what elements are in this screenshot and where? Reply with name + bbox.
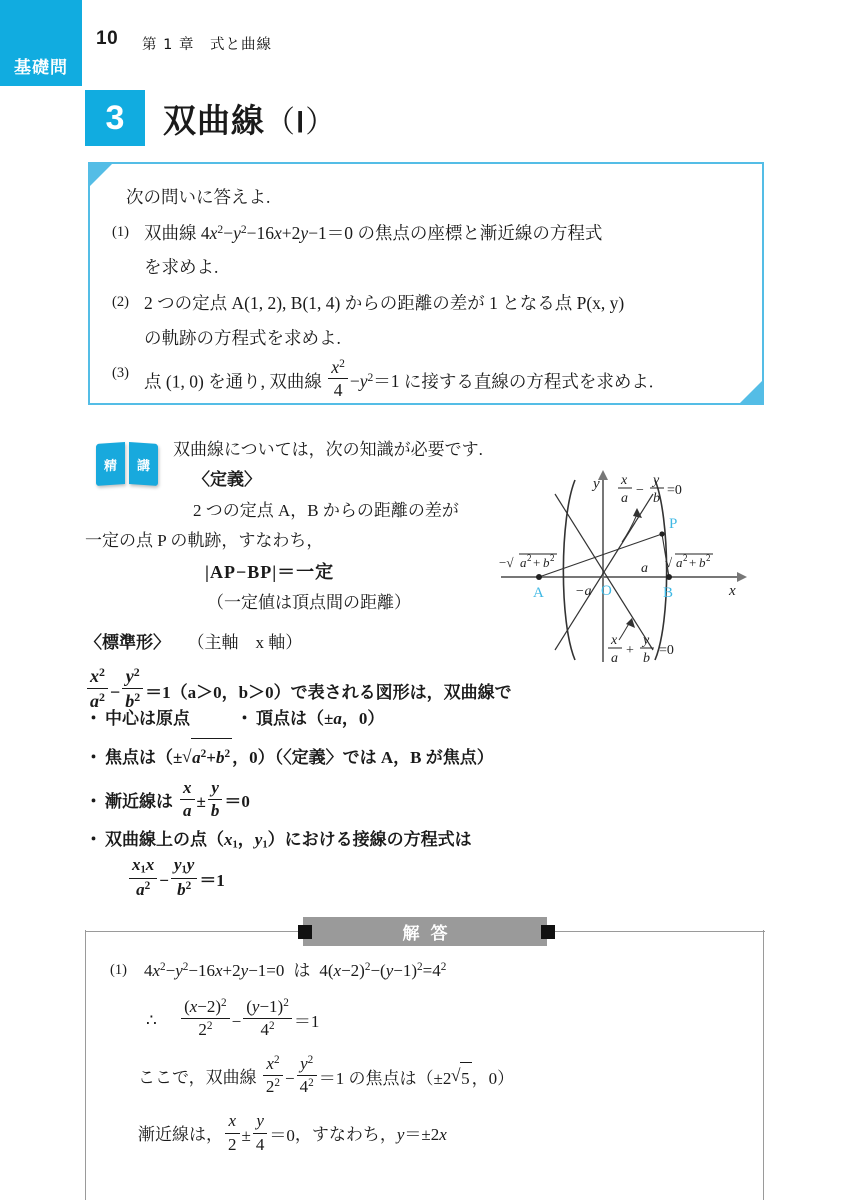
svg-text:2: 2	[683, 553, 688, 563]
property-tangent	[85, 821, 645, 859]
property-focus-label: 焦点は（± √ $a^2+b^2$ ，0）（〈定義〉では A，B が焦点）	[105, 748, 494, 767]
title-paren-close: ）	[305, 105, 337, 140]
answer-item-1-text: $4x^2-y^2-16x+2y-1=0$ は $4(x-2)^2-(y-1)^2=4^2$	[144, 961, 447, 980]
p2-line1: 2 つの定点 A(1, 2), B(1, 4) からの距離の差が 1 となる点 P(x, y)	[144, 293, 625, 314]
definition-line-2: 一定の点 P の軌跡，すなわち，	[85, 530, 324, 550]
answer-band-line-right	[537, 931, 765, 932]
bullet-dot-icon-3: ・	[85, 748, 102, 768]
title-roman-numeral: Ⅰ	[296, 108, 306, 139]
definition-formula: |AP−BP|＝一定	[205, 562, 335, 582]
answer-item-4-pre: 漸近線は，	[138, 1125, 223, 1145]
p1-equation: $4x^2-y^2-16x+2y-1=0$	[200, 223, 354, 244]
svg-text:+: +	[626, 643, 634, 658]
svg-text:a: a	[611, 651, 618, 666]
bullet-dot-icon: ・	[85, 709, 102, 728]
standard-form-heading: 〈標準形〉	[85, 633, 170, 652]
property-center-label: 中心は原点	[105, 709, 190, 728]
page-number: 10	[96, 28, 119, 49]
problem-item-3	[112, 357, 752, 401]
hyperbola-diagram	[497, 462, 753, 667]
answer-band-label: 解答	[402, 924, 459, 944]
p1-line2: を求めよ.	[144, 257, 219, 278]
diagram-asymptote-top-equation	[618, 473, 682, 506]
svg-text:a: a	[621, 491, 628, 506]
page-title	[163, 95, 336, 142]
p2-line2: の軌跡の方程式を求めよ.	[144, 327, 341, 348]
answer-item-4	[138, 1111, 750, 1154]
diagram-left-focus-label	[499, 553, 557, 570]
svg-text:=0: =0	[659, 643, 674, 658]
diagram-point-A-label: A	[533, 585, 544, 601]
problem-lead: 次の問いに答えよ.	[126, 187, 271, 207]
problem-item-1	[112, 216, 752, 284]
definition-line-1: 2 つの定点 A，B からの距離の差が	[193, 500, 459, 520]
diagram-origin-label: O	[601, 583, 612, 599]
svg-text:−√: −√	[499, 555, 514, 570]
property-center	[85, 700, 645, 738]
answer-item-4-post: ，すなわち，y＝±2x	[294, 1125, 447, 1145]
answer-body	[110, 955, 750, 1155]
diagram-x-label: x	[729, 583, 736, 599]
p1-post: の焦点の座標と漸近線の方程式	[353, 223, 603, 244]
diagram-minus-a-label: −a	[575, 584, 592, 599]
property-focus	[85, 738, 645, 777]
p3-pre: 点 (1, 0) を通り, 双曲線	[144, 371, 327, 392]
explanation-body	[85, 435, 515, 618]
answer-item-1-mark: (1)	[110, 962, 127, 978]
svg-text:y: y	[643, 633, 650, 648]
p3-post: に接する直線の方程式を求めよ.	[399, 371, 654, 392]
answer-frame-left-border	[85, 930, 86, 1200]
hyperbola-right-branch	[655, 480, 667, 660]
diagram-a-label: a	[641, 561, 648, 576]
title-paren-open: （	[265, 105, 296, 140]
svg-text:+: +	[689, 555, 697, 570]
side-tab-label: 基礎問	[14, 58, 68, 78]
problem-item-3-text	[144, 357, 752, 401]
problem-item-2	[112, 286, 752, 354]
problem-item-2-text	[144, 286, 752, 354]
answer-item-2	[146, 997, 750, 1040]
problem-item-3-mark: (3)	[112, 364, 129, 381]
svg-text:√: √	[665, 555, 673, 570]
answer-item-3	[138, 1054, 750, 1097]
x-axis-arrow	[737, 572, 747, 582]
svg-text:x: x	[621, 473, 628, 488]
diagram-right-focus-label	[665, 553, 713, 570]
svg-text:a: a	[520, 555, 527, 570]
standard-form-equation: $\frac{x^2}{a^2}$ − $\frac{y^2}{b^2}$	[85, 682, 145, 702]
svg-text:y: y	[653, 473, 660, 488]
property-asymptote-label: 漸近線は $\frac{x}{a}$ ± $\frac{y}{b}$ ＝0	[105, 777, 250, 820]
bullet-dot-icon-5: ・	[85, 829, 102, 849]
diagram-point-P-label: P	[669, 516, 678, 532]
svg-text:2: 2	[550, 553, 555, 563]
svg-text:−: −	[636, 483, 644, 498]
problem-item-2-mark: (2)	[112, 294, 129, 311]
property-vertex-label: 頂点は（±a，0）	[256, 709, 385, 728]
svg-text:b: b	[699, 555, 706, 570]
svg-text:b: b	[653, 491, 660, 506]
problem-item-1-mark: (1)	[112, 224, 129, 241]
chapter-title: 第 1 章 式と曲線	[142, 37, 272, 53]
diagram-asymptote-bottom-equation	[608, 633, 674, 666]
property-asymptote	[85, 778, 645, 821]
point-B-dot	[666, 574, 672, 580]
answer-item-4-equation: $\frac{x}{2}$ ± $\frac{y}{4}$ ＝0	[223, 1126, 295, 1145]
tangent-equation: $\frac{x_1x}{a^2}$ − $\frac{y_1y}{b^2}$ ＝1	[127, 855, 225, 900]
hyperbola-diagram-svg	[497, 462, 753, 667]
answer-item-3-post: の焦点は（±2 √ 5 ，0）	[344, 1069, 514, 1088]
answer-item-3-pre: ここで，双曲線	[138, 1068, 261, 1088]
page-title-text: 双曲線	[163, 101, 265, 140]
definition-heading: 〈定義〉	[193, 470, 261, 490]
answer-band-square-right	[541, 925, 555, 939]
answer-item-1	[110, 955, 750, 987]
property-tangent-label: 双曲線上の点（$x_1$，$y_1$）における接線の方程式は	[105, 829, 472, 851]
answer-therefore-symbol: ∴	[146, 1011, 157, 1031]
explanation-intro: 双曲線については，次の知識が必要です.	[173, 440, 483, 459]
p1-pre: 双曲線	[144, 223, 201, 244]
point-A-dot	[536, 574, 542, 580]
answer-item-3-equation: $\frac{x^2}{2^2}$ − $\frac{y^2}{4^2}$ ＝1	[261, 1069, 344, 1088]
seikou-badge-left: 精	[96, 442, 125, 486]
answer-band-bar	[303, 917, 547, 946]
section-number-box	[85, 90, 145, 146]
svg-text:2: 2	[527, 553, 532, 563]
svg-text:2: 2	[706, 553, 711, 563]
diagram-y-label: y	[593, 476, 600, 492]
svg-text:b: b	[643, 651, 650, 666]
seikou-badge-right: 講	[129, 442, 158, 486]
svg-text:b: b	[543, 555, 550, 570]
side-tab-basic-problems	[0, 0, 82, 86]
section-number: 3	[105, 98, 125, 137]
standard-form-axis: （主軸 x 軸）	[187, 633, 303, 652]
answer-band-square-left	[298, 925, 312, 939]
bullet-dot-icon-4: ・	[85, 791, 102, 811]
answer-frame-right-border	[763, 930, 764, 1200]
problem-body	[112, 180, 752, 401]
standard-form-tail: ＝1（a＞0，b＞0）で表される図形は，双曲線で	[145, 682, 512, 702]
answer-band	[85, 917, 765, 947]
answer-item-2-equation: $\frac{(x-2)^2}{2^2}$ − $\frac{(y-1)^2}{4^2}$ ＝1	[179, 1012, 319, 1031]
bullet-dot-icon-2: ・	[236, 709, 253, 728]
properties-list	[85, 700, 645, 859]
svg-text:+: +	[533, 555, 541, 570]
diagram-point-B-label: B	[663, 585, 674, 601]
answer-band-line-left	[85, 931, 307, 932]
svg-text:a: a	[676, 555, 683, 570]
problem-item-1-text	[144, 216, 752, 284]
svg-text:=0: =0	[667, 483, 682, 498]
svg-text:x: x	[611, 633, 618, 648]
definition-note: （一定値は頂点間の距離）	[207, 593, 411, 613]
point-P-dot	[659, 531, 664, 536]
p3-equation: $\frac{x^2}{4}$ $-y^2=1$	[326, 371, 399, 391]
